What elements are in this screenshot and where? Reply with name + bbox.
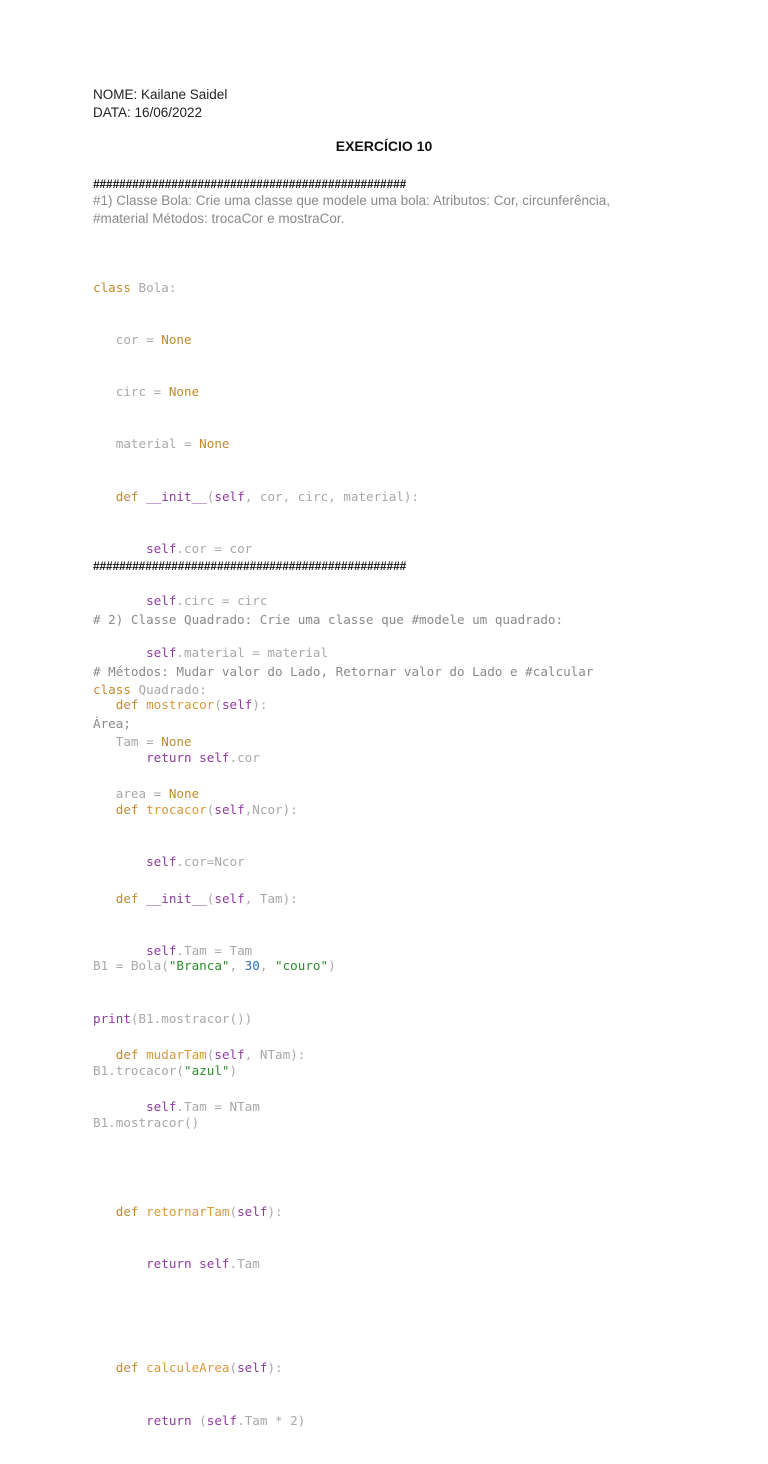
code-line	[93, 994, 305, 1011]
code-line: return self.cor	[146, 749, 260, 765]
code-line: self.cor = cor	[146, 540, 253, 556]
code-line: def trocacor(self,Ncor):	[115, 801, 298, 817]
student-name: NOME: Kailane Saidel	[93, 87, 228, 102]
code-line: B1.mostracor()	[93, 1115, 200, 1131]
code-line: class Quadrado:	[93, 681, 207, 697]
code-line: cor = None	[93, 332, 192, 348]
code-line: print(B1.mostracor())	[93, 1010, 253, 1026]
section1-comment	[93, 192, 653, 228]
page-title: EXERCÍCIO 10	[335, 138, 433, 154]
code-line: def retornarTam(self):	[115, 1203, 283, 1219]
code-line: circ = None	[93, 384, 200, 400]
section1-comment-line1: #1) Classe Bola: Crie uma classe que modele uma bola: Atributos: Cor, circunferência,	[93, 193, 611, 208]
date: DATA: 16/06/2022	[93, 105, 203, 120]
code-line: self.circ = circ	[146, 593, 268, 609]
section1-comment-line2: #material Métodos: trocaCor e mostraCor.	[93, 211, 345, 226]
code-line	[93, 1307, 305, 1324]
section2-comment-line3: Área;	[93, 716, 131, 732]
section2-comment-line2: # Métodos: Mudar valor do Lado, Retornar valor do Lado e #calcular	[93, 664, 594, 680]
code-line: def calculeArea(self):	[115, 1360, 283, 1376]
code-line: self.Tam = Tam	[146, 942, 253, 958]
code-line: return (self.Tam * 2)	[146, 1412, 306, 1428]
section2-separator: ################################################	[93, 559, 407, 573]
code-line: return self.Tam	[146, 1256, 260, 1272]
code-line: self.material = material	[146, 645, 329, 661]
code-line: def mudarTam(self, NTam):	[115, 1047, 306, 1063]
code-block-quadrado	[93, 646, 305, 1464]
code-line: B1 = Bola("Branca", 30, "couro")	[93, 958, 336, 974]
code-line: material = None	[93, 436, 230, 452]
code-line	[93, 837, 305, 854]
section2-comment-line1: # 2) Classe Quadrado: Crie uma classe que #modele um quadrado:	[93, 611, 564, 627]
code-line: def __init__(self, cor, circ, material):	[115, 488, 420, 504]
code-line: area = None	[93, 786, 200, 802]
code-line: def mostracor(self):	[115, 697, 268, 713]
code-line: self.Tam = NTam	[146, 1099, 260, 1115]
code-line: def __init__(self, Tam):	[115, 890, 298, 906]
section1-separator: ################################################	[93, 177, 407, 191]
code-line: class Bola:	[93, 279, 177, 295]
code-line	[93, 1151, 305, 1168]
code-line: self.cor=Ncor	[146, 854, 245, 870]
code-line: B1.trocacor("azul")	[93, 1062, 238, 1078]
code-line: Tam = None	[93, 734, 192, 750]
